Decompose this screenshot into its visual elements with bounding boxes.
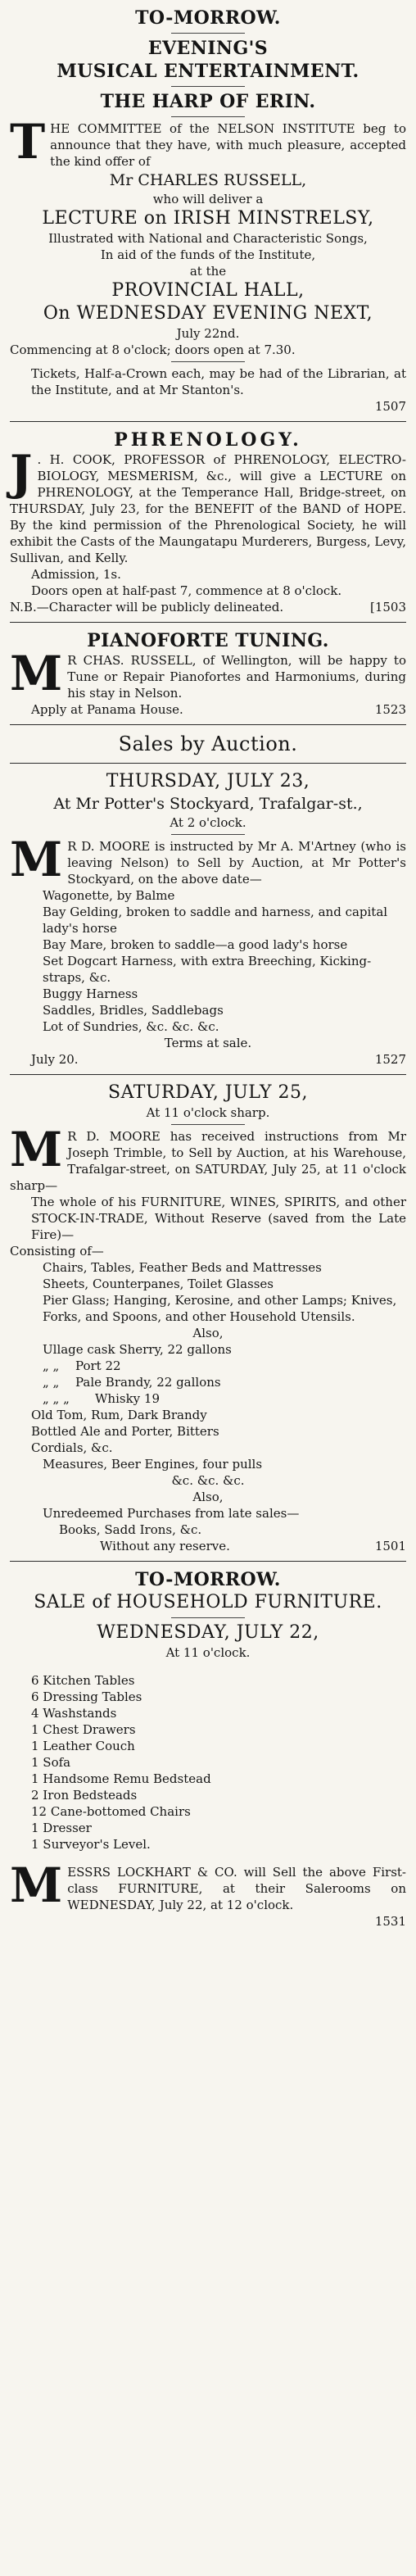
text-line: at the xyxy=(189,264,227,279)
list-item: Bay Mare, broken to saddle—a good lady's horse xyxy=(43,937,348,952)
section-rule xyxy=(10,724,406,725)
drop-cap: T xyxy=(10,114,46,170)
sale-date: SATURDAY, JULY 25, xyxy=(108,1082,308,1103)
body-text: R D. MOORE is instructed by Mr A. M'Artney (who is leaving Nelson) to Sell by Auction, at Mr Potter's Stockyard, on the above date— xyxy=(67,839,406,887)
ad-title: MUSICAL ENTERTAINMENT. xyxy=(57,61,359,82)
list-item: Measures, Beer Engines, four pulls xyxy=(43,1457,263,1472)
list-item: 4 Washstands xyxy=(31,1706,117,1721)
list-item xyxy=(43,1390,406,1407)
divider xyxy=(171,116,245,117)
spacer xyxy=(10,1853,406,1864)
item-list xyxy=(10,887,406,1035)
list-item xyxy=(43,1358,406,1374)
list-item: 1 Sofa xyxy=(31,1755,71,1770)
also-label: Also, xyxy=(192,1490,224,1504)
list-item: Bay Gelding, broken to saddle and harness, and capital lady's horse xyxy=(43,905,388,936)
apply-line xyxy=(10,701,406,718)
doors-time: Doors open at half-past 7, commence at 8 o'clock. xyxy=(31,583,342,598)
list-item: 1 Surveyor's Level. xyxy=(31,1837,151,1852)
ad-musical-entertainment xyxy=(10,7,406,415)
drop-cap: M xyxy=(10,646,63,701)
list-item: 1 Chest Drawers xyxy=(31,1722,136,1737)
ad-auction-saturday xyxy=(10,1082,406,1554)
ad-body xyxy=(10,832,406,887)
body-text: The whole of his FURNITURE, WINES, SPIRITS, and other STOCK-IN-TRADE, Without Reserve (saved from the Late Fire)— xyxy=(31,1195,406,1242)
section-rule xyxy=(10,1074,406,1075)
divider xyxy=(171,33,245,34)
section-rule xyxy=(10,421,406,422)
list-item: Set Dogcart Harness, with extra Breeching, Kicking-straps, &c. xyxy=(43,954,372,985)
body-text: ESSRS LOCKHART & CO. will Sell the above First-class FURNITURE, at their Salerooms on WEDNESDAY, July 22, at 12 o'clock. xyxy=(67,1865,406,1912)
drop-cap: M xyxy=(10,1122,63,1177)
ad-body xyxy=(10,646,406,701)
section-rule xyxy=(10,1561,406,1562)
list-item xyxy=(43,1374,406,1390)
list-item: Wagonette, by Balme xyxy=(43,888,175,903)
list-item: 1 Dresser xyxy=(31,1821,92,1835)
drink-name: Whisky 19 xyxy=(95,1391,160,1406)
ad-reference: [1503 xyxy=(369,600,406,615)
ad-heading: PHRENOLOGY. xyxy=(114,429,302,451)
text-line: Illustrated with National and Characteristic Songs, xyxy=(48,231,368,246)
list-item: Chairs, Tables, Feather Beds and Mattresses xyxy=(43,1260,322,1275)
divider xyxy=(171,361,245,362)
ad-reference: 1501 xyxy=(374,1539,406,1553)
drink-name: Port 22 xyxy=(75,1358,121,1373)
tickets-info: Tickets, Half-a-Crown each, may be had of the Librarian, at the Institute, and at Mr Stanton's. xyxy=(31,366,406,397)
divider xyxy=(171,1617,245,1618)
list-item: Sheets, Counterpanes, Toilet Glasses xyxy=(43,1277,274,1291)
item-list xyxy=(10,1407,406,1456)
apply-text: Apply at Panama House. xyxy=(31,702,183,717)
sale-time: At 11 o'clock. xyxy=(165,1645,251,1660)
sale-time: At 11 o'clock sharp. xyxy=(146,1105,270,1120)
ad-reference: 1507 xyxy=(374,399,406,414)
text-line: who will deliver a xyxy=(152,192,264,206)
list-item xyxy=(43,1341,406,1358)
ditto-mark: „ „ „ xyxy=(43,1391,70,1406)
body-text: R CHAS. RUSSELL, of Wellington, will be happy to Tune or Repair Pianofortes and Harmoniums, during his stay in Nelson. xyxy=(67,653,406,701)
furniture-list xyxy=(10,1672,406,1853)
list-item: Cordials, &c. xyxy=(31,1440,113,1455)
sale-time: At 2 o'clock. xyxy=(170,815,246,830)
list-item: Lot of Sundries, &c. &c. &c. xyxy=(43,1019,219,1034)
banner-heading: Sales by Auction. xyxy=(118,732,298,755)
nb-line xyxy=(10,599,406,615)
also-label: Also, xyxy=(192,1326,224,1340)
reserve-text: Without any reserve. xyxy=(100,1539,230,1553)
newspaper-column xyxy=(10,0,406,1930)
terms: Terms at sale. xyxy=(164,1036,252,1050)
spacer xyxy=(10,1661,406,1672)
venue: PROVINCIAL HALL, xyxy=(111,280,305,301)
ad-heading: TO-MORROW. xyxy=(135,7,281,29)
divider xyxy=(171,1124,245,1125)
body-text: . H. COOK, PROFESSOR of PHRENOLOGY, ELECTRO-BIOLOGY, MESMERISM, &c., will give a LECTURE on PHRENOLOGY, at the Temperance Hall, Bridge-street, on THURSDAY, July 23, for the BENEFIT of the BAND of HOPE. By the kind permission of the Phrenological Society, he will exhibit the Casts of the Maungatapu Murderers, Burgess, Levy, Sullivan, and Kelly. xyxy=(10,452,406,565)
ditto-mark: „ „ xyxy=(43,1358,60,1373)
event-day: On WEDNESDAY EVENING NEXT, xyxy=(43,303,373,324)
body-text: R D. MOORE has received instructions from Mr Joseph Trimble, to Sell by Auction, at his Warehouse, Trafalgar-street, on SATURDAY, July 25, at 11 o'clock sharp— xyxy=(10,1129,406,1193)
ad-body xyxy=(10,114,406,170)
list-item: 1 Handsome Remu Bedstead xyxy=(31,1771,211,1786)
list-item: 6 Kitchen Tables xyxy=(31,1673,135,1688)
item-list xyxy=(10,1259,406,1325)
date-line xyxy=(10,1051,406,1068)
list-item: 2 Iron Bedsteads xyxy=(31,1788,138,1803)
list-item: 1 Leather Couch xyxy=(31,1739,135,1753)
drink-name: Ullage cask Sherry, 22 gallons xyxy=(43,1342,232,1357)
consisting-label: Consisting of— xyxy=(10,1244,104,1259)
event-times: Commencing at 8 o'clock; doors open at 7.30. xyxy=(10,342,296,357)
list-item: Old Tom, Rum, Dark Brandy xyxy=(31,1408,207,1422)
ditto-mark: „ „ xyxy=(43,1375,60,1390)
ad-auction-thursday xyxy=(10,732,406,1068)
ad-reference: 1527 xyxy=(374,1052,406,1067)
ad-title: EVENING'S xyxy=(147,38,269,59)
list-item: 6 Dressing Tables xyxy=(31,1689,142,1704)
drop-cap: J xyxy=(10,445,33,501)
drinks-list xyxy=(10,1341,406,1407)
ad-reference: 1531 xyxy=(374,1914,406,1929)
list-item: Bottled Ale and Porter, Bitters xyxy=(31,1424,219,1439)
admission: Admission, 1s. xyxy=(31,567,121,582)
divider xyxy=(171,86,245,87)
divider xyxy=(171,834,245,835)
section-rule xyxy=(10,763,406,764)
body-text: HE COMMITTEE of the NELSON INSTITUTE beg to announce that they have, with much pleasure, accepted the kind offer of xyxy=(50,121,406,169)
ad-heading: PIANOFORTE TUNING. xyxy=(87,630,329,651)
list-item: Books, Sadd Irons, &c. xyxy=(59,1522,202,1537)
text-line: In aid of the funds of the Institute, xyxy=(100,247,316,262)
sale-date: THURSDAY, JULY 23, xyxy=(106,771,310,791)
drop-cap: M xyxy=(10,832,63,887)
ad-reference: 1523 xyxy=(374,702,406,717)
speaker-name: Mr CHARLES RUSSELL, xyxy=(109,171,307,189)
list-item: Unredeemed Purchases from late sales— xyxy=(43,1506,300,1521)
ad-body xyxy=(10,1122,406,1194)
list-item: Pier Glass; Hanging, Kerosine, and other Lamps; Knives, Forks, and Spoons, and other Household Utensils. xyxy=(43,1293,397,1324)
ad-household-furniture xyxy=(10,1568,406,1930)
reserve-line xyxy=(10,1538,406,1554)
sale-place: At Mr Potter's Stockyard, Trafalgar-st., xyxy=(53,795,363,813)
drink-name: Pale Brandy, 22 gallons xyxy=(75,1375,221,1390)
drop-cap: M xyxy=(10,1857,63,1913)
event-date: July 22nd. xyxy=(176,326,240,341)
list-item: Buggy Harness xyxy=(43,986,138,1001)
sale-date: WEDNESDAY, JULY 22, xyxy=(97,1622,319,1643)
posted-date: July 20. xyxy=(31,1052,79,1067)
etc-line: &c. &c. &c. xyxy=(171,1473,245,1488)
ad-heading: TO-MORROW. xyxy=(135,1569,281,1590)
lecture-title: LECTURE on IRISH MINSTRELSY, xyxy=(42,208,374,229)
ad-body xyxy=(10,445,406,566)
sale-title: SALE of HOUSEHOLD FURNITURE. xyxy=(34,1592,382,1612)
ad-pianoforte-tuning xyxy=(10,629,406,718)
section-rule xyxy=(10,622,406,623)
list-item: 12 Cane-bottomed Chairs xyxy=(31,1804,191,1819)
list-item: Saddles, Bridles, Saddlebags xyxy=(43,1003,224,1018)
ad-title: THE HARP OF ERIN. xyxy=(100,91,316,112)
nb-text: N.B.—Character will be publicly delineated. xyxy=(10,600,284,615)
ad-body xyxy=(10,1857,406,1913)
ad-phrenology xyxy=(10,429,406,615)
